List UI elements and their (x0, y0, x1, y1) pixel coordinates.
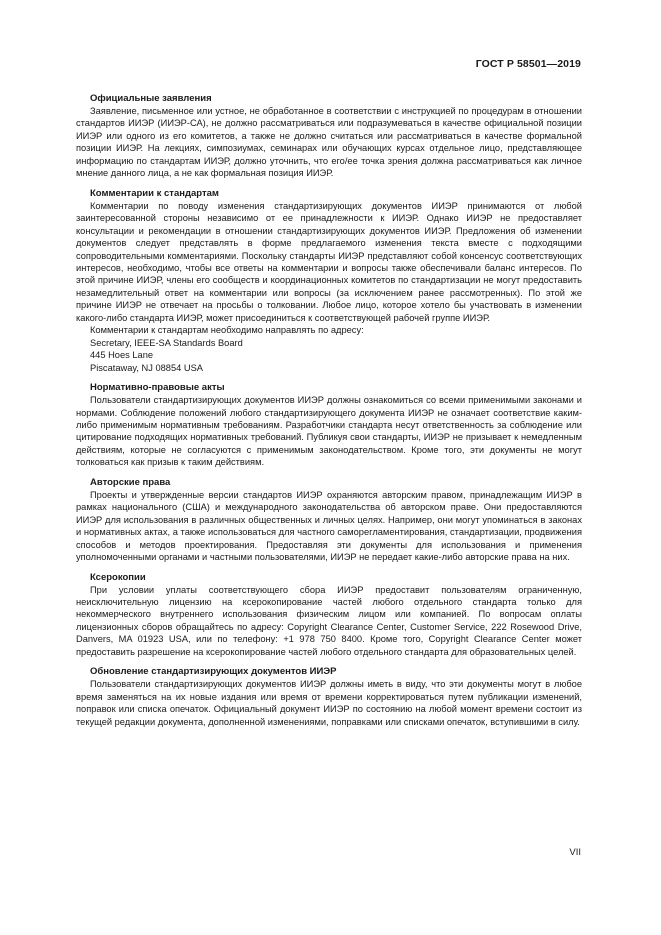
section-legal-acts (76, 381, 582, 469)
section-document-updates (76, 665, 582, 728)
section-official-statements (76, 92, 582, 180)
section-comments-on-standards (76, 187, 582, 374)
paragraph: Комментарии к стандартам необходимо направлять по адресу: (90, 325, 364, 336)
address-line: Piscataway, NJ 08854 USA (90, 362, 203, 373)
mailing-address (76, 337, 582, 374)
address-line: 445 Hoes Lane (90, 350, 154, 361)
document-body (76, 92, 582, 735)
paragraph: Комментарии по поводу изменения стандартизирующих документов ИИЭР принимаются от любой заинтересованной стороны независимо от ее принадлежности к ИИЭР. Однако ИИЭР не предоставляет консультации и рекомендации в отношении стандартизирующих документов ИИЭР. Предложения об изменении документов следует представлять в форме предлагаемого изменения текста вместе с подходящими сопроводительными комментариями. Поскольку стандарты ИИЭР представляют собой консенсус соответствующих интересов, необходимо, чтобы все ответы на комментарии и вопросы также обеспечивали баланс интересов. По этой причине ИИЭР, члены его сообществ и координационных комитетов по стандартизации не могут предоставить незамедлительный ответ на комментарии или вопросы (за исключением ранее рассмотренных). По этой же причине ИИЭР не отвечает на просьбы о толковании. Любое лицо, которое хотело бы участвовать в изменении какого-либо стандарта ИИЭР, может присоединиться к соответствующей рабочей группе ИИЭР. (76, 200, 582, 323)
document-id-header: ГОСТ Р 58501—2019 (475, 58, 581, 70)
paragraph: При условии уплаты соответствующего сбора ИИЭР предоставит пользователям ограниченную, неисключительную лицензию на ксерокопирование частей любого отдельного стандарта только для некоммерческого внутреннего использования физическим лицом или компанией. По вопросам оплаты лицензионных сборов обращайтесь по адресу: Copyright Clearance Center, Customer Service, 222 Rosewood Drive, Danvers, MA 01923 USA, или по телефону: +1 978 750 8400. Кроме того, Copyright Clearance Center может предоставить разрешение на ксерокопирование частей любого отдельного стандарта для образовательных целей. (76, 584, 582, 657)
paragraph: Заявление, письменное или устное, не обработанное в соответствии с инструкцией по процедурам в отношении стандартов ИИЭР (ИИЭР-СА), не должно рассматриваться или подразумеваться в качестве официальной позиции ИИЭР или одного из его комитетов, а также не должно считаться или рассматриваться в качестве формальной позиции ИИЭР. На лекциях, симпозиумах, семинарах или обучающих курсах отдельное лицо, представляющее информацию по стандартам ИИЭР, должно уточнить, что его/ее точка зрения должна рассматриваться как личное мнение данного лица, а не как формальная позиция ИИЭР. (76, 106, 582, 179)
section-title: Обновление стандартизирующих документов ИИЭР (90, 666, 337, 678)
section-title: Официальные заявления (90, 93, 212, 104)
section-title: Нормативно-правовые акты (90, 382, 225, 394)
section-title: Комментарии к стандартам (90, 187, 219, 199)
section-title: Ксерокопии (90, 571, 146, 583)
section-copyright (76, 476, 582, 564)
paragraph: Пользователи стандартизирующих документов ИИЭР должны ознакомиться со всеми применимыми законами и нормами. Соблюдение положений любого стандартизирующего документа ИИЭР не означает соответствие каким-либо применимым нормативным требованиям. Разработчики стандарта несут ответственность за соблюдение или цитирование подходящих нормативных требований. Публикуя свои стандарты, ИИЭР не призывает к немедленным действиям, которые не согласуются с применимым законодательством. Кроме того, эти документы не могут толковаться как призыв к таким действиям. (76, 395, 582, 468)
page-number: VII (569, 847, 581, 858)
paragraph: Пользователи стандартизирующих документов ИИЭР должны иметь в виду, что эти документы могут в любое время заменяться на их новые издания или время от времени корректироваться путем публикации изменений, поправок или списка опечаток. Официальный документ ИИЭР по состоянию на любой момент времени состоит из текущей редакции документа, дополненной изменениями, поправками или списками опечаток, вступившими в силу. (76, 679, 582, 727)
section-photocopies (76, 571, 582, 659)
paragraph: Проекты и утвержденные версии стандартов ИИЭР охраняются авторским правом, принадлежащим ИИЭР в рамках национального (США) и международного законодательства об авторском праве. Они предоставляются ИИЭР для использования в различных общественных и личных целях. Например, они могут упоминаться в законах и нормативных актах, а также использоваться для частного саморегламентирования, стандартизации, продвижения способов и методов проектирования. Предоставляя эти документы для использования и применения уполномоченными органами и частными пользователями, ИИЭР не передает какие-либо авторские права на них. (76, 489, 582, 563)
address-line: Secretary, IEEE-SA Standards Board (90, 337, 243, 348)
section-title: Авторские права (90, 476, 171, 488)
